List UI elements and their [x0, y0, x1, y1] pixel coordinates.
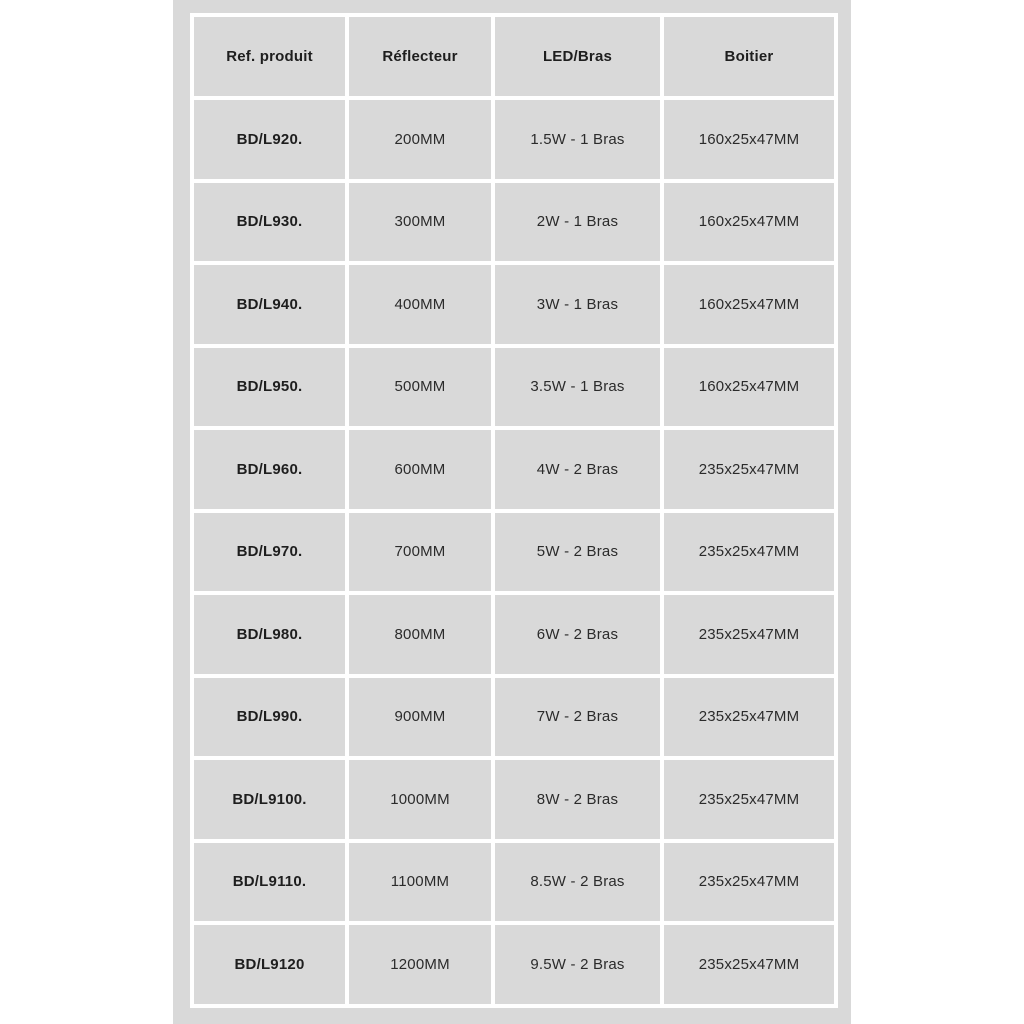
cell-led-bras: 2W - 1 Bras — [495, 183, 660, 262]
cell-led-bras: 8.5W - 2 Bras — [495, 843, 660, 922]
header-reflecteur: Réflecteur — [349, 17, 491, 96]
cell-reflecteur: 300MM — [349, 183, 491, 262]
header-led-bras: LED/Bras — [495, 17, 660, 96]
cell-boitier: 235x25x47MM — [664, 430, 834, 509]
cell-boitier: 160x25x47MM — [664, 265, 834, 344]
table-row — [194, 183, 834, 262]
cell-ref: BD/L930. — [194, 183, 345, 262]
cell-led-bras: 5W - 2 Bras — [495, 513, 660, 592]
table-row — [194, 678, 834, 757]
cell-boitier: 235x25x47MM — [664, 843, 834, 922]
cell-ref: BD/L9100. — [194, 760, 345, 839]
cell-boitier: 235x25x47MM — [664, 513, 834, 592]
cell-reflecteur: 200MM — [349, 100, 491, 179]
cell-ref: BD/L960. — [194, 430, 345, 509]
cell-reflecteur: 600MM — [349, 430, 491, 509]
product-spec-table — [190, 13, 838, 1008]
cell-reflecteur: 1000MM — [349, 760, 491, 839]
cell-boitier: 235x25x47MM — [664, 678, 834, 757]
table-row — [194, 100, 834, 179]
table-row — [194, 513, 834, 592]
cell-boitier: 235x25x47MM — [664, 595, 834, 674]
table-row — [194, 595, 834, 674]
cell-ref: BD/L920. — [194, 100, 345, 179]
cell-reflecteur: 500MM — [349, 348, 491, 427]
cell-reflecteur: 400MM — [349, 265, 491, 344]
cell-led-bras: 1.5W - 1 Bras — [495, 100, 660, 179]
cell-ref: BD/L9110. — [194, 843, 345, 922]
cell-boitier: 235x25x47MM — [664, 925, 834, 1004]
cell-ref: BD/L990. — [194, 678, 345, 757]
table-row — [194, 348, 834, 427]
cell-ref: BD/L970. — [194, 513, 345, 592]
table-row — [194, 843, 834, 922]
cell-led-bras: 4W - 2 Bras — [495, 430, 660, 509]
cell-reflecteur: 1100MM — [349, 843, 491, 922]
header-boitier: Boitier — [664, 17, 834, 96]
cell-reflecteur: 800MM — [349, 595, 491, 674]
cell-led-bras: 7W - 2 Bras — [495, 678, 660, 757]
cell-led-bras: 6W - 2 Bras — [495, 595, 660, 674]
table-header-row — [194, 17, 834, 96]
cell-boitier: 160x25x47MM — [664, 348, 834, 427]
cell-led-bras: 8W - 2 Bras — [495, 760, 660, 839]
table-row — [194, 265, 834, 344]
cell-boitier: 235x25x47MM — [664, 760, 834, 839]
header-ref-produit: Ref. produit — [194, 17, 345, 96]
cell-boitier: 160x25x47MM — [664, 183, 834, 262]
cell-reflecteur: 900MM — [349, 678, 491, 757]
table-row — [194, 925, 834, 1004]
spec-sheet — [173, 0, 851, 1024]
cell-led-bras: 3W - 1 Bras — [495, 265, 660, 344]
cell-ref: BD/L940. — [194, 265, 345, 344]
table-row — [194, 760, 834, 839]
cell-reflecteur: 1200MM — [349, 925, 491, 1004]
cell-ref: BD/L950. — [194, 348, 345, 427]
cell-boitier: 160x25x47MM — [664, 100, 834, 179]
cell-reflecteur: 700MM — [349, 513, 491, 592]
cell-led-bras: 3.5W - 1 Bras — [495, 348, 660, 427]
cell-ref: BD/L9120 — [194, 925, 345, 1004]
cell-ref: BD/L980. — [194, 595, 345, 674]
cell-led-bras: 9.5W - 2 Bras — [495, 925, 660, 1004]
table-row — [194, 430, 834, 509]
